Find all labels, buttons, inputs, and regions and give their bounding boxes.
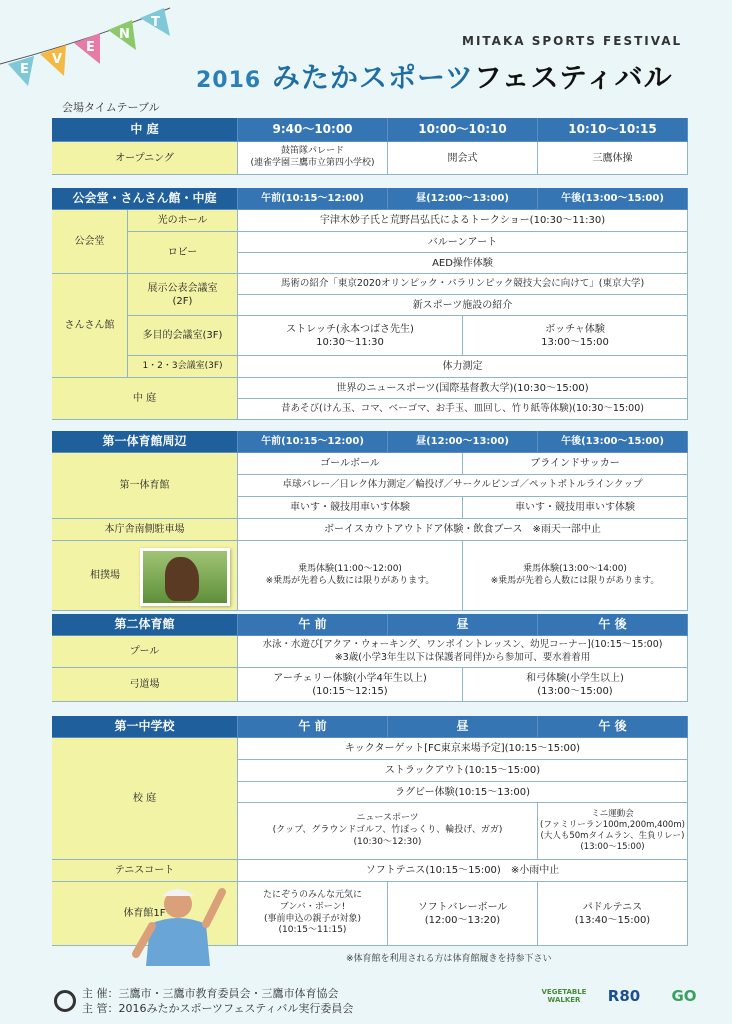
room-label: 1・2・3会議室(3F) [128,356,238,378]
header-cell: 10:00～10:10 [388,118,538,142]
table-cell: 開会式 [388,142,538,175]
event-cell: 馬術の紹介「東京2020オリンピック・パラリンピック競技大会に向けて」(東京大学) [238,274,688,295]
header-cell: 午前(10:15～12:00) [238,431,388,453]
header-cell: 昼(12:00～13:00) [388,431,538,453]
event-cell: ニュースポーツ (クッブ、グラウンドゴルフ、竹ぽっくり、輪投げ、ガガ) (10:30～12:30) [238,803,538,860]
section-kokaido [52,188,688,420]
event-cell: ストラックアウト(10:15～15:00) [238,760,688,782]
r80-logo: R80 [607,987,641,1005]
section-gym2 [52,614,688,702]
header-cell: 午後(13:00～15:00) [538,431,688,453]
room-label: ロビー [128,232,238,274]
pennant-letter: V [52,52,63,67]
event-cell: キックターゲット[FC東京来場予定](10:15～15:00) [238,738,688,760]
header-cell: 午 後 [538,614,688,636]
sponsor-logos [540,978,708,1014]
event-cell: ブラインドサッカー [463,453,688,475]
pennant-letter: N [119,27,130,42]
header-cell: 午 前 [238,716,388,738]
area-label-sansan: さんさん館 [52,274,128,378]
header-row [52,716,688,738]
header-row [52,431,688,453]
festival-year: 2016 [196,68,262,93]
vegetable-walker-logo: VEGETABLE WALKER [541,988,587,1004]
festival-subtitle: MITAKA SPORTS FESTIVAL [462,34,683,48]
event-cell: ボーイスカウトアウトドア体験・飲食ブース ※雨天一部中止 [238,519,688,541]
room-label: 展示公表会議室 (2F) [128,274,238,316]
event-cell: AED操作体験 [238,253,688,274]
event-cell: パドルテニス (13:40～15:00) [538,882,688,946]
header-cell: 10:10～10:15 [538,118,688,142]
event-cell: 宇津木妙子氏と荒野昌弘氏によるトークショー(10:30～11:30) [238,210,688,232]
header-cell: 午 前 [238,614,388,636]
header-cell: 昼 [388,614,538,636]
area-label-taiikukan: 体育館1F [52,882,238,946]
festival-title-b: フェスティバル [473,61,673,94]
section-nakaniwa-opening [52,118,688,175]
event-cell: ゴールボール [238,453,463,475]
event-cell: アーチェリー体験(小学4年生以上) (10:15～12:15) [238,668,463,702]
area-label-kotei: 校 庭 [52,738,238,860]
row-label: オープニング [52,142,238,175]
header-cell: 午前(10:15～12:00) [238,188,388,210]
festival-title-a: みたかスポーツ [271,61,474,94]
table-cell: 鼓笛隊パレード (連雀学園三鷹市立第四小学校) [238,142,388,175]
room-label: 多目的会議室(3F) [128,316,238,356]
event-cell: ストレッチ(永本つばさ先生) 10:30～11:30 [238,316,463,356]
event-cell: 卓球バレー／日レク体力測定／輪投げ／サークルビンゴ／ペットボトルラインクップ [238,475,688,497]
header-cell: 午後(13:00～15:00) [538,188,688,210]
horse-photo [140,548,230,606]
pennant-letter: E [86,40,95,55]
area-label-parking: 本庁舎南側駐車場 [52,519,238,541]
event-cell: 昔あそび(けん玉、コマ、ベーゴマ、お手玉、皿回し、竹り紙等体験)(10:30～15:00) [238,399,688,420]
event-cell: ラグビー体験(10:15～13:00) [238,782,688,803]
header-cell: 公会堂・さんさん館・中庭 [52,188,238,210]
event-cell: 水泳・水遊び[アクア・ウォーキング、ワンポイントレッスン、幼児コーナー](10:15～15:00) ※3歳(小学3年生以下は保護者同伴)から参加可、要水着着用 [238,636,688,668]
banner-string [0,0,200,100]
header-cell: 午 後 [538,716,688,738]
gym-shoes-note: ※体育館を利用される方は体育館履きを持参下さい [346,954,552,964]
horse-head [165,557,199,601]
instructor-photo [126,884,236,966]
event-cell: 体力測定 [238,356,688,378]
header-cell: 中 庭 [52,118,238,142]
event-cell: バルーンアート [238,232,688,253]
room-label: 光のホール [128,210,238,232]
header-cell: 第一体育館周辺 [52,431,238,453]
festival-title [196,56,673,96]
event-cell: 乗馬体験(11:00～12:00) ※乗馬が先着ら人数には限りがあります。 [238,541,463,611]
area-label-kyudo: 弓道場 [52,668,238,702]
event-cell: ソフトバレーボール (12:00～13:20) [388,882,538,946]
event-cell: 乗馬体験(13:00～14:00) ※乗馬が先着ら人数には限りがあります。 [463,541,688,611]
event-cell: ミニ運動会 (ファミリーラン100m,200m,400m) (大人も50mタイムラン、生負リレー) (13:00～15:00) [538,803,688,860]
go-logo: GO [671,987,697,1005]
management-line: 主 管：2016みたかスポーツフェスティバル実行委員会 [82,1001,354,1015]
event-cell: たにぞうのみんな元気に ブンバ・ボーン! (事前申込の親子が対象) (10:15～11:15) [238,882,388,946]
header-cell: 9:40～10:00 [238,118,388,142]
venue-timetable-label: 会場タイムテーブル [62,101,160,114]
area-label-pool: プール [52,636,238,668]
event-cell: 新スポーツ施設の紹介 [238,295,688,316]
area-label-sumo: 相撲場 [52,541,238,611]
header-row [52,614,688,636]
pennant-letter: E [20,62,29,77]
event-cell: ボッチャ体験 13:00～15:00 [463,316,688,356]
area-label-tennis: テニスコート [52,860,238,882]
event-cell: 世界のニュースポーツ(国際基督教大学)(10:30～15:00) [238,378,688,399]
footer-organizers [82,987,353,1017]
header-cell: 昼 [388,716,538,738]
area-label-nakaniwa: 中 庭 [52,378,238,420]
header-cell: 昼(12:00～13:00) [388,188,538,210]
event-cell: 車いす・競技用車いす体験 [238,497,463,519]
mitaka-city-logo-icon [54,990,76,1012]
header-cell: 第一中学校 [52,716,238,738]
header-row [52,188,688,210]
area-label-kokaido: 公会堂 [52,210,128,274]
table-row [52,142,688,175]
event-cell: ソフトテニス(10:15～15:00) ※小雨中止 [238,860,688,882]
table-cell: 三鷹体操 [538,142,688,175]
event-banner [0,0,200,100]
event-cell: 車いす・競技用車いす体験 [463,497,688,519]
organizer-line: 主 催：三鷹市・三鷹市教育委員会・三鷹市体育協会 [82,987,339,1000]
header-cell: 第二体育館 [52,614,238,636]
area-label-gym1: 第一体育館 [52,453,238,519]
pennant-letter: T [151,15,160,30]
event-cell: 和弓体験(小学生以上) (13:00～15:00) [463,668,688,702]
header-row [52,118,688,142]
